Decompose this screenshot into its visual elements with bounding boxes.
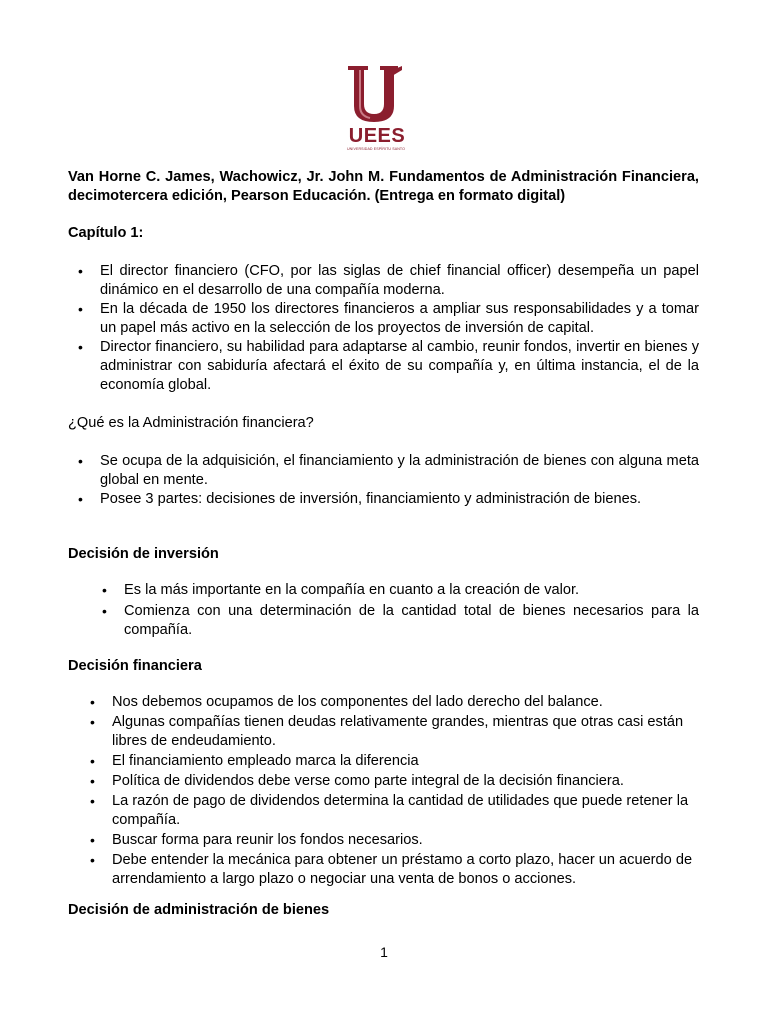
list-item: • Buscar forma para reunir los fondos necesarios. — [68, 831, 699, 850]
admin-bullet-list — [68, 452, 699, 509]
list-item: • Algunas compañías tienen deudas relativamente grandes, mientras que otras casi están libres de endeudamiento. — [68, 713, 699, 751]
asset-management-heading: Decisión de administración de bienes — [68, 902, 330, 918]
list-item: • Se ocupa de la adquisición, el financiamiento y la administración de bienes con alguna meta global en mente. — [68, 452, 699, 490]
list-item: • Nos debemos ocupamos de los componentes del lado derecho del balance. — [68, 693, 699, 712]
list-item: • Es la más importante en la compañía en cuanto a la creación de valor. — [68, 581, 699, 600]
list-item: • Debe entender la mecánica para obtener un préstamo a corto plazo, hacer un acuerdo de arrendamiento a largo plazo o negociar una venta de bonos o acciones. — [68, 851, 699, 889]
list-item: • Posee 3 partes: decisiones de inversión, financiamiento y administración de bienes. — [68, 490, 699, 509]
admin-question-heading: ¿Qué es la Administración financiera? — [68, 415, 314, 431]
list-item: • El financiamiento empleado marca la diferencia — [68, 752, 699, 771]
book-reference: Van Horne C. James, Wachowicz, Jr. John M. Fundamentos de Administración Financiera, decimotercera edición, Pearson Educación. (Entrega en formato digital) — [68, 169, 699, 204]
logo-subtitle: UNIVERSIDAD ESPÍRITU SANTO — [346, 147, 406, 151]
uees-u-emblem-icon — [336, 64, 416, 124]
list-item: • Política de dividendos debe verse como parte integral de la decisión financiera. — [68, 772, 699, 791]
list-item: • En la década de 1950 los directores financieros a ampliar sus responsabilidades y a tomar un papel más activo en la selección de los proyectos de inversión de capital. — [68, 300, 699, 338]
document-body — [68, 168, 699, 920]
financing-bullet-list — [68, 693, 699, 889]
chapter-heading: Capítulo 1: — [68, 225, 144, 241]
uees-logo — [336, 64, 416, 156]
list-item: • Director financiero, su habilidad para adaptarse al cambio, reunir fondos, invertir en bienes y administrar con sabiduría afectará el éxito de su compañía y, en última instancia, el de la economía global. — [68, 338, 699, 395]
list-item: • El director financiero (CFO, por las siglas de chief financial officer) desempeña un papel dinámico en el desarrollo de una compañía moderna. — [68, 262, 699, 300]
chapter-bullet-list — [68, 262, 699, 395]
logo-wordmark: UEES — [348, 125, 406, 147]
financing-heading: Decisión financiera — [68, 658, 202, 674]
page-number: 1 — [380, 944, 388, 960]
investment-heading: Decisión de inversión — [68, 546, 219, 562]
list-item: • La razón de pago de dividendos determina la cantidad de utilidades que puede retener la compañía. — [68, 792, 699, 830]
list-item: • Comienza con una determinación de la cantidad total de bienes necesarios para la compañía. — [68, 602, 699, 640]
investment-bullet-list — [68, 581, 699, 640]
